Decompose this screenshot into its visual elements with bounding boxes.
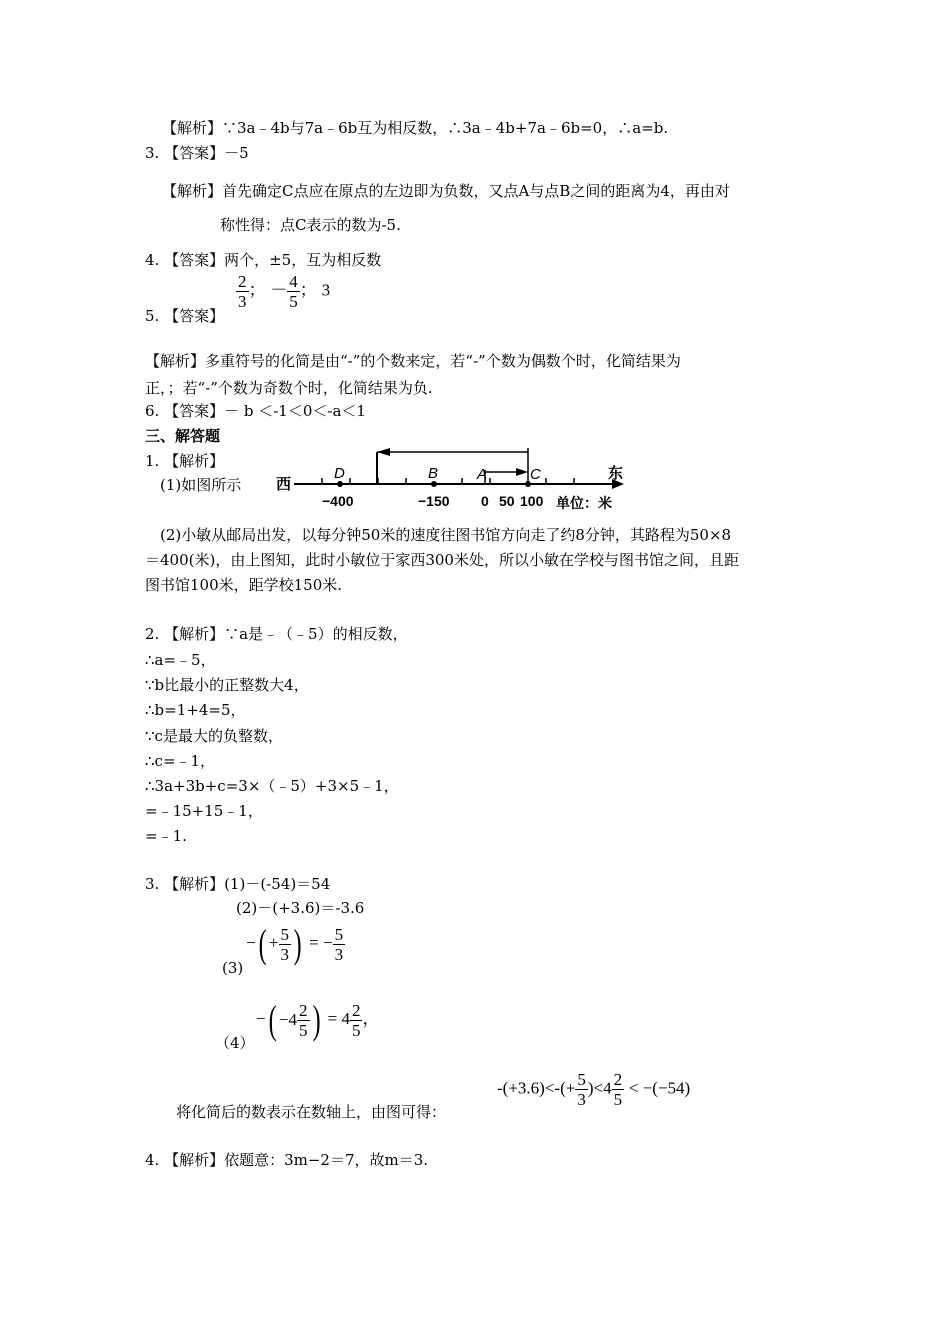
s1-part2-line3: 图书馆100米，距学校150米.: [145, 576, 343, 594]
tick-label-50: 50: [499, 493, 515, 509]
q3-analysis-1: 【解析】首先确定C点应在原点的左边即为负数，又点A与点B之间的距离为4，再由对: [162, 182, 730, 200]
s2-line: ∴3a+3b+c=3×（﹣5）+3×5﹣1，: [145, 777, 399, 795]
analysis-line-1: 【解析】∵3a﹣4b与7a﹣6b互为相反数，∴3a﹣4b+7a﹣6b=0，∴a=b.: [162, 119, 669, 137]
q5-analysis-2: 正，；若“-”个数为奇数个时，化简结果为负.: [145, 379, 433, 397]
fraction: $\frac{4}{5}$: [289, 272, 298, 311]
east-label: 东: [608, 465, 624, 482]
s2-line: =﹣15+15﹣1，: [145, 802, 263, 820]
s4-line: 4. 【解析】依题意：3m−2＝7，故m＝3.: [145, 1151, 429, 1169]
s1-heading: 1. 【解析】: [145, 452, 225, 470]
fraction: $\frac{2}{3}$: [238, 272, 247, 311]
s1-part2-line2: ＝400(米)，由上图知，此时小敏位于家西300米处，所以小敏在学校与图书馆之间，且距: [145, 551, 739, 569]
s3-inequality: -(+3.6)<-(+ $\frac{5}{3}$ )<4 $\frac{2}{5}$ < −(−54): [497, 1070, 691, 1109]
number-line-diagram: [272, 446, 632, 516]
s3-part3-label: (3): [222, 959, 244, 977]
tick-label-minus150: −150: [418, 493, 450, 509]
west-label: 西: [276, 476, 292, 493]
fraction: $\frac{2}{5}$: [299, 1000, 308, 1040]
q3-answer: 3. 【答案】－5: [145, 144, 249, 162]
tick-label-minus400: −400: [322, 493, 354, 509]
s1-part1: (1)如图所示: [160, 476, 242, 494]
fraction: $\frac{2}{5}$: [613, 1070, 623, 1109]
s2-line: ∴c=﹣1，: [145, 752, 216, 770]
q5-answer-label: 5. 【答案】: [145, 307, 225, 325]
tick-label-100: 100: [520, 493, 544, 509]
s1-part2-line1: (2)小敏从邮局出发，以每分钟50米的速度往图书馆方向走了约8分钟，其路程为50×8: [160, 526, 732, 544]
s3-part4-label: （4）: [215, 1034, 255, 1052]
s3-part2: (2)－(+3.6)＝-3.6: [236, 899, 365, 917]
q3-analysis-2: 称性得：点C表示的数为-5.: [220, 216, 401, 234]
q4-answer: 4. 【答案】两个，±5，互为相反数: [145, 251, 382, 269]
label-C: C: [530, 466, 541, 483]
s3-heading: 3. 【解析】(1)－(-54)＝54: [145, 875, 331, 893]
label-D: D: [334, 465, 345, 482]
tick-label-0: 0: [481, 493, 489, 509]
s2-line: ∴a=﹣5，: [145, 651, 216, 669]
label-A: A: [477, 466, 488, 483]
s3-part3-expr: −( + $\frac{5}{3}$ ) = − $\frac{5}{3}$: [246, 921, 344, 966]
s3-conclusion: 将化简后的数表示在数轴上，由图可得：: [176, 1103, 447, 1121]
section-heading: 三、解答题: [145, 427, 221, 445]
fraction: $\frac{2}{5}$: [351, 1000, 361, 1040]
s3-part4-expr: −( −4 $\frac{2}{5}$ ) = 4 $\frac{2}{5}$ ，: [256, 997, 380, 1042]
s2-line: =﹣1.: [145, 827, 187, 845]
s2-line: ∵b比最小的正整数大4，: [145, 676, 309, 694]
s2-line: 2. 【解析】∵a是﹣（﹣5）的相反数，: [145, 625, 408, 643]
unit-label: 单位：米: [556, 495, 612, 511]
q5-answer-values: $\frac{2}{3}$ ； － $\frac{4}{5}$ ； 3: [238, 272, 331, 311]
fraction: $\frac{5}{3}$: [577, 1070, 586, 1109]
label-B: B: [428, 465, 439, 482]
s2-line: ∵c是最大的负整数，: [145, 727, 283, 745]
q5-analysis-1: 【解析】多重符号的化简是由“-”的个数来定，若“-”个数为偶数个时，化简结果为: [145, 352, 681, 370]
fraction: $\frac{5}{3}$: [280, 924, 290, 964]
fraction: $\frac{5}{3}$: [334, 924, 344, 964]
q6-answer: 6. 【答案】－ b ＜-1＜0＜-a＜1: [145, 402, 366, 420]
s2-line: ∴b=1+4=5，: [145, 701, 246, 719]
